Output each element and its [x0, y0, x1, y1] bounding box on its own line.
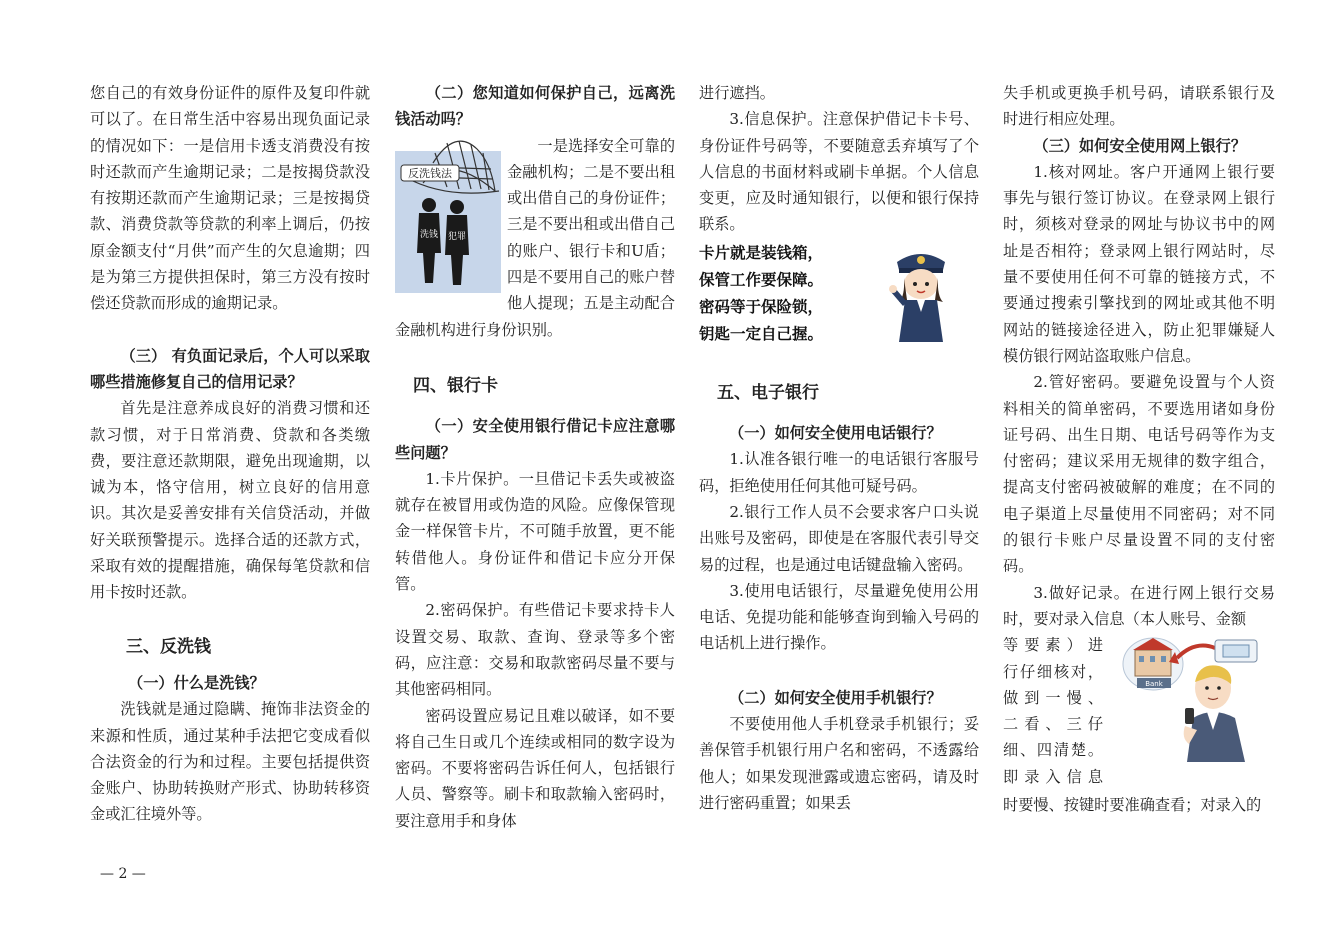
slogan-line: 密码等于保险锁， — [699, 297, 824, 316]
col4-paragraph-4c: 时要慢、按键时要准确查看；对录入的 — [1003, 796, 1262, 815]
record-line: 二看、三仔 — [1003, 715, 1103, 734]
bank-label: Bank — [1145, 680, 1163, 689]
record-block — [1003, 632, 1275, 792]
net-figures-icon — [395, 133, 501, 293]
col4-heading-online-text: （三）如何安全使用网上银行？ — [1033, 136, 1247, 155]
record-line: 即录入信息 — [1003, 767, 1103, 786]
record-line: 细、四清楚。 — [1003, 741, 1103, 760]
spacer — [395, 343, 675, 373]
col1-heading-repair-text: （三） 有负面记录后，个人可以采取哪些措施修复自己的信用记录？ — [90, 346, 370, 391]
slogan-line: 钥匙一定自己握。 — [699, 324, 824, 343]
bank-phone-man-icon — [1115, 634, 1265, 764]
column-2 — [395, 80, 675, 834]
page-number: — 2 — — [100, 866, 146, 882]
col3-section-heading: 五、电子银行 — [717, 382, 819, 403]
spacer — [90, 606, 370, 634]
slogan-line: 卡片就是装钱箱， — [699, 243, 824, 262]
record-narrow-text — [1003, 632, 1103, 790]
col2-subheading-text: （一）安全使用银行借记卡应注意哪些问题？ — [395, 417, 675, 462]
record-line: 做到一慢、 — [1003, 688, 1103, 707]
col2-paragraph-1: 一是选择安全可靠的金融机构；二是不要出租或出借自己的身份证件；三是不要出租或出借自己的账户、银行卡和U盾；四是不要用自己的账户替他人提现；五是主动配合金融机构进行身份识别。 — [395, 136, 675, 339]
col1-paragraph-1: 您自己的有效身份证件的原件及复印件就可以了。在日常生活中容易出现负面记录的情况如下：一是信用卡透支消费没有按时还款而产生逾期记录；二是按揭贷款没有按期还款而产生逾期记录；三是按揭贷款、消费贷款等贷款的利率上调后，仍按原金额支付“月供”而产生的欠息逾期；四是为第三方提供担保时，第三方没有按时偿还贷款而形成的逾期记录。 — [90, 84, 370, 313]
col3-subheading-mobile: （二）如何安全使用手机银行？ — [729, 688, 942, 707]
col3-paragraph-1: 进行遮挡。 — [699, 84, 775, 102]
spacer — [699, 657, 979, 685]
column-4 — [1003, 80, 1275, 819]
col4-paragraph-1: 失手机或更换手机号码，请联系银行及时进行相应处理。 — [1003, 84, 1275, 129]
col1-subheading: （一）什么是洗钱？ — [128, 673, 265, 692]
spacer — [395, 399, 675, 413]
col3-paragraph-4: 2.银行工作人员不会要求客户口头说出账号及密码，即使是在客服代表引导交易的过程，也是通过电话键盘输入密码。 — [699, 502, 979, 574]
spacer — [699, 348, 979, 380]
record-line: 行仔细核对， — [1003, 662, 1103, 681]
slogan-block — [699, 240, 979, 348]
col2-heading-protect — [395, 80, 675, 133]
col3-paragraph-5: 3.使用电话银行，尽量避免使用公用电话、免提功能和能够查询到输入号码的电话机上进行操作。 — [699, 581, 979, 653]
col2-paragraph-3: 2.密码保护。有些借记卡要求持卡人设置交易、取款、查询、登录等多个密码，应注意：交易和取款密码尽量不要与其他密码相同。 — [395, 601, 675, 699]
figure-2-label: 犯罪 — [447, 231, 467, 242]
col2-paragraph-2: 1.卡片保护。一旦借记卡丢失或被盗就存在被冒用或伪造的风险。应像保管现金一样保管卡片，不可随手放置，更不能转借他人。身份证件和借记卡应分开保管。 — [395, 469, 675, 594]
col2-section-heading: 四、银行卡 — [413, 375, 498, 396]
col3-paragraph-3: 1.认准各银行唯一的电话银行客服号码，拒绝使用任何其他可疑号码。 — [699, 450, 979, 495]
col4-paragraph-3: 2.管好密码。要避免设置与个人资料相关的简单密码，不要选用诸如身份证号码、出生日期、电话号码等作为支付密码；建议采用无规律的数字组合，提高支付密码被破解的难度；在不同的电子渠道上尽量使用不同密码；对不同的银行卡账户尽量设置不同的支付密码。 — [1003, 373, 1275, 576]
spacer — [90, 317, 370, 343]
col2-heading-protect-text: （二）您知道如何保护自己，远离洗钱活动吗？ — [395, 84, 675, 129]
col1-paragraph-3: 洗钱就是通过隐瞒、掩饰非法资金的来源和性质，通过某种手法把它变成看似合法资金的行为和过程。主要包括提供资金账户、协助转换财产形式、协助转移资金或汇往境外等。 — [90, 700, 370, 824]
col1-section-heading: 三、反洗钱 — [126, 636, 211, 657]
col2-subheading — [395, 413, 675, 466]
col1-heading-repair — [90, 343, 370, 396]
spacer — [699, 406, 979, 420]
record-line: 等要素）进 — [1003, 636, 1103, 655]
spacer — [90, 660, 370, 670]
column-3 — [699, 80, 979, 816]
col4-heading-online — [1003, 133, 1275, 159]
net-label: 反洗钱法 — [408, 166, 452, 180]
anti-money-laundering-illustration — [395, 133, 501, 293]
col2-paragraph-4: 密码设置应易记且难以破译，如不要将自己生日或几个连续或相同的数字设为密码。不要将密码告诉任何人，包括银行人员、警察等。刷卡和取款输入密码时，要注意用手和身体 — [395, 706, 675, 830]
col3-paragraph-2: 3.信息保护。注意保护借记卡卡号、身份证件号码等，不要随意丢弃填写了个人信息的书面材料或刷卡单据。个人信息变更，应及时通知银行，以便和银行保持联系。 — [699, 110, 979, 234]
slogan-line: 保管工作要保障。 — [699, 270, 824, 289]
figure-1-label: 洗钱 — [419, 229, 439, 240]
column-1 — [90, 80, 370, 828]
col1-paragraph-2: 首先是注意养成良好的消费习惯和还款习惯，对于日常消费、贷款和各类缴费，要注意还款期限，避免出现逾期，以诚为本，恪守信用，树立良好的信用意识。其次是妥善安排有关信贷活动，并做好关联预警提示。选择合适的还款方式，采取有效的提醒措施，确保每笔贷款和信用卡按时还款。 — [90, 399, 370, 602]
col3-subheading-phone: （一）如何安全使用电话银行？ — [729, 424, 942, 443]
col4-paragraph-4a: 3.做好记录。在进行网上银行交易时，要对录入信息（本人账号、金额 — [1003, 583, 1275, 628]
col3-paragraph-6: 不要使用他人手机登录手机银行；妥善保管手机银行用户名和密码，不透露给他人；如果发现泄露或遗忘密码，请及时进行密码重置；如果丢 — [699, 715, 979, 812]
col4-paragraph-2: 1.核对网址。客户开通网上银行要事先与银行签订协议。在登录网上银行时，须核对登录的网址与协议书中的网址是否相符；登录网上银行网站时，尽量不要使用任何不可靠的链接方式，不要通过搜索引擎找到的网址或其他不明网站的链接途径进入，防止犯罪嫌疑人模仿银行网站盗取账户信息。 — [1003, 162, 1275, 365]
police-cartoon-icon — [885, 244, 957, 344]
